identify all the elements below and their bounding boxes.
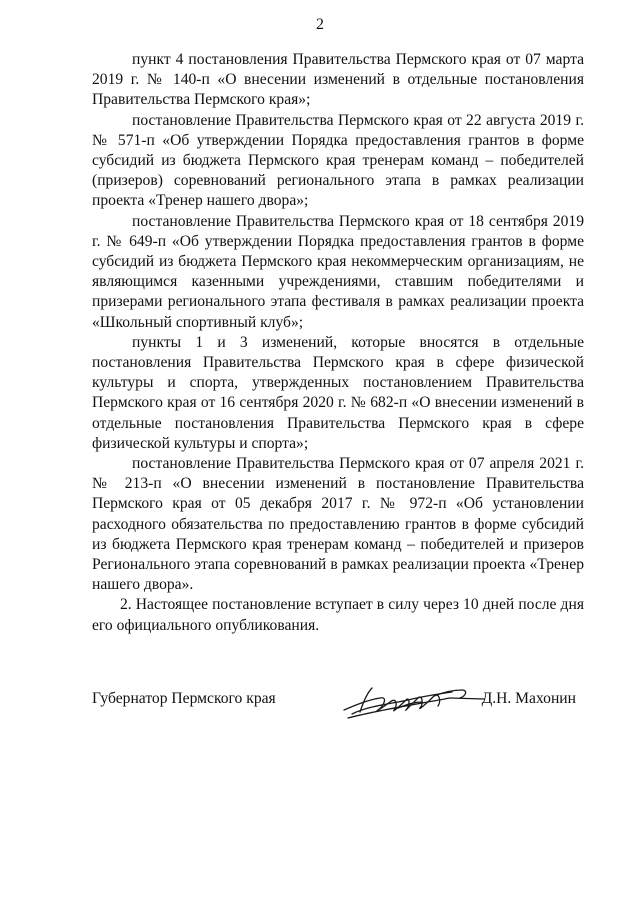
effective-date-paragraph: 2. Настоящее постановление вступает в силу через 10 дней после дня его официального опубликования. (92, 596, 584, 634)
body-paragraph: пункт 4 постановления Правительства Пермского края от 07 марта 2019 г. № 140-п «О внесении изменений в отдельные постановления Правительства Пермского края»; (92, 51, 584, 109)
signer-name: Д.Н. Махонин (481, 690, 576, 707)
body-paragraph: постановление Правительства Пермского края от 18 сентября 2019 г. № 649-п «Об утверждении Порядка предоставления грантов в форме субсидий из бюджета Пермского края некоммерческим организациям, не являющимся казенными учреждениями, ставшим победителями и призерами регионального этапа фестиваля в рамках реализации проекта «Школьный спортивный клуб»; (92, 212, 584, 331)
handwritten-signature (338, 680, 488, 726)
page-number: 2 (316, 16, 324, 33)
body-paragraph: постановление Правительства Пермского края от 22 августа 2019 г. № 571-п «Об утверждении Порядка предоставления грантов в форме субсидий из бюджета Пермского края тренерам команд – победителей (призеров) соревнований регионального этапа в рамках реализации проекта «Тренер нашего двора»; (92, 111, 584, 210)
signer-title: Губернатор Пермского края (92, 690, 276, 707)
signature-block (92, 688, 584, 728)
document-body (92, 50, 584, 636)
body-paragraph: пункты 1 и 3 изменений, которые вносятся в отдельные постановления Правительства Пермского края в сфере физической культуры и спорта, утвержденных постановлением Правительства Пермского края от 16 сентября 2020 г. № 682-п «О внесении изменений в отдельные постановления Правительства Пермского края в сфере физической культуры и спорта»; (92, 333, 584, 452)
body-paragraph: постановление Правительства Пермского края от 07 апреля 2021 г. № 213-п «О внесении изменений в постановление Правительства Пермского края от 05 декабря 2017 г. № 972-п «Об установлении расходного обязательства по предоставлению грантов в форме субсидий из бюджета Пермского края тренерам команд – победителей и призеров Регионального этапа соревнований в рамках реализации проекта «Тренер нашего двора». (92, 455, 584, 594)
